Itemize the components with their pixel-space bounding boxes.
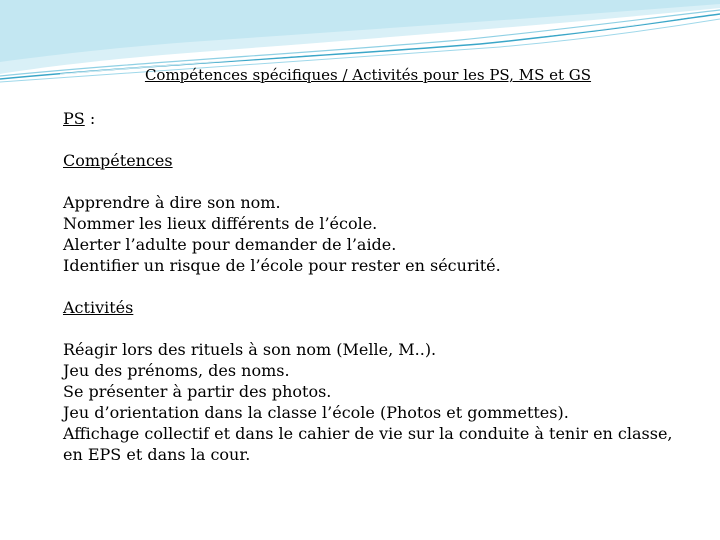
slide-content [63, 108, 683, 486]
competence-item: Alerter l’adulte pour demander de l’aide. [63, 235, 397, 254]
activite-item: Se présenter à partir des photos. [63, 382, 332, 401]
competence-item: Apprendre à dire son nom. [63, 193, 281, 212]
slide-title: Compétences spécifiques / Activités pour les PS, MS et GS [144, 66, 592, 84]
competences-heading: Compétences [63, 151, 173, 170]
level-label: PS [63, 109, 85, 128]
activites-heading: Activités [63, 298, 134, 317]
activite-item: Affichage collectif et dans le cahier de vie sur la conduite à tenir en classe, [63, 424, 673, 443]
activite-item: Jeu des prénoms, des noms. [63, 361, 290, 380]
competence-item: Nommer les lieux différents de l’école. [63, 214, 378, 233]
level-suffix: : [84, 109, 96, 128]
activite-item: Réagir lors des rituels à son nom (Melle, M..). [63, 340, 437, 359]
activite-item: Jeu d’orientation dans la classe l’école (Photos et gommettes). [63, 403, 569, 422]
activites-list [63, 339, 683, 465]
level-heading [63, 108, 683, 129]
activite-item: en EPS et dans la cour. [63, 445, 251, 464]
competences-list [63, 192, 683, 276]
competence-item: Identifier un risque de l’école pour rester en sécurité. [63, 256, 501, 275]
